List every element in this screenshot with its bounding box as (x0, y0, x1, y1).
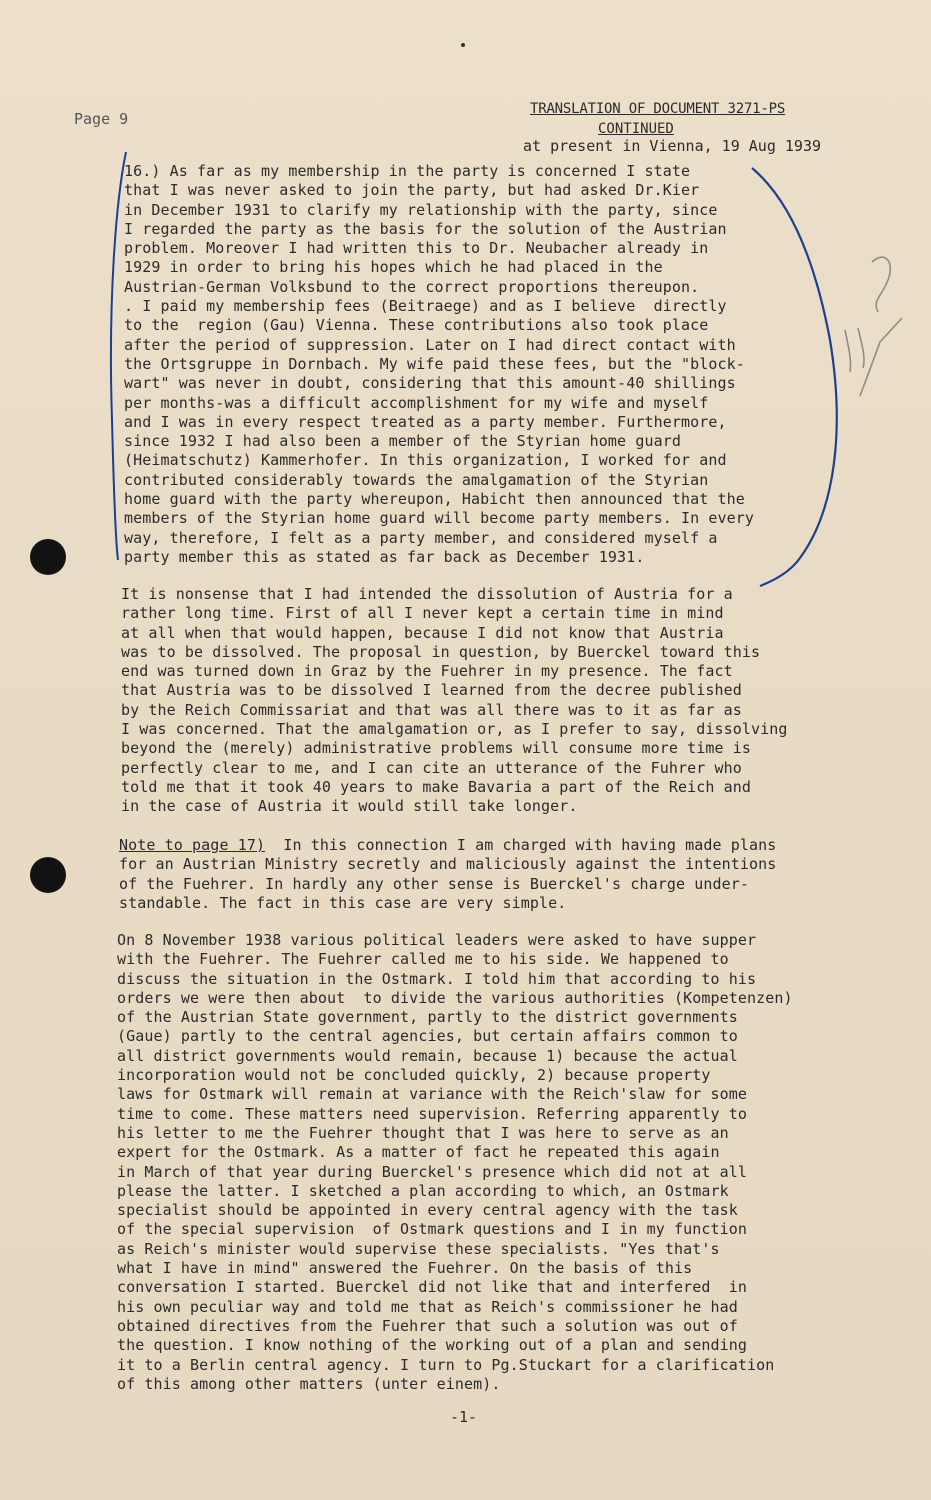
page-number: -1- (450, 1408, 478, 1426)
pencil-scribble (872, 257, 890, 312)
left-bracket-mark (111, 152, 126, 560)
pencil-check (860, 318, 902, 396)
note-reference: Note to page 17) (119, 836, 266, 854)
pencil-scribble (845, 328, 864, 372)
paragraph-supper: On 8 November 1938 various political leaders were asked to have supper with the Fuehrer. The Fuehrer called me to his side. We happened to discuss the situation in the Ostmark. I told him that according to his orders we were then about to divide the various authorities (Kompetenzen) of the Austrian State government, partly to the district governments (Gaue) partly to the central agencies, but certain affairs common to all district governments would remain, because 1) because the actual incorporation would not be concluded quickly, 2) because property laws for Ostmark will remain at variance with the Reich'slaw for some time to come. These matters need supervision. Referring apparently to his letter to me the Fuehrer thought that I was here to serve as an expert for the Ostmark. As a matter of fact he repeated this again in March of that year during Buerckel's presence which did not at all please the latter. I sketched a plan according to which, an Ostmark specialist should be appointed in every central agency with the task of the special supervision of Ostmark questions and I in my function as Reich's minister would supervise these specialists. "Yes that's what I have in mind" answered the Fuehrer. On the basis of this conversation I started. Buerckel did not like that and interfered in his own peculiar way and told me that as Reich's commissioner he had obtained directives from the Fuehrer that such a solution was out of the question. I know nothing of the working out of a plan and sending it to a Berlin central agency. I turn to Pg.Stuckart for a clarification of this among other matters (unter einem). (117, 931, 793, 1393)
paragraph-dissolution: It is nonsense that I had intended the dissolution of Austria for a rather long time. First of all I never kept a certain time in mind at all when that would happen, because I did not know that Austria was to be dissolved. The proposal in question, by Buerckel toward this end was turned down in Graz by the Fuehrer in my presence. The fact that Austria was to be dissolved I learned from the decree published by the Reich Commissariat and that was all there was to it as far as I was concerned. That the amalgamation or, as I prefer to say, dissolving beyond the (merely) administrative problems will consume more time is perfectly clear to me, and I can cite an utterance of the Fuhrer who told me that it took 40 years to make Bavaria a part of the Reich and in the case of Austria it would still take longer. (121, 585, 788, 816)
paragraph-membership: 16.) As far as my membership in the party is concerned I state that I was never asked to join the party, but had asked Dr.Kier in December 1931 to clarify my relationship with the party, since I regarded the party as the basis for the solution of the Austrian problem. Moreover I had written this to Dr. Neubacher already in 1929 in order to bring his hopes which he had placed in the Austrian-German Volksbund to the correct proportions thereupon. . I paid my membership fees (Beitraege) and as I believe directly to the region (Gau) Vienna. These contributions also took place after the period of suppression. Later on I had direct contact with the Ortsgruppe in Dornbach. My wife paid these fees, but the "block- wart" was never in doubt, considering that this amount-40 shillings per months-was a difficult accomplishment for my wife and myself and I was in every respect treated as a party member. Furthermore, since 1932 I had also been a member of the Styrian home guard (Heimatschutz) Kammerhofer. In this organization, I worked for and contributed considerably towards the amalgamation of the Styrian home guard with the party whereupon, Habicht then announced that the members of the Styrian home guard will become party members. In every way, therefore, I felt as a party member, and considered myself a party member this as stated as far back as December 1931. (124, 162, 755, 566)
location-date: at present in Vienna, 19 Aug 1939 (523, 137, 822, 155)
continued-label: CONTINUED (598, 121, 674, 137)
note-text: In this connection I am charged with having made plans for an Austrian Ministry secretly and maliciously against the intentions of the Fuehrer. In hardly any other sense is Buerckel's charge under- standable. The fact in this case are very simple. (119, 836, 777, 912)
page-label: Page 9 (74, 110, 129, 128)
document-title: TRANSLATION OF DOCUMENT 3271-PS (530, 101, 786, 117)
right-bracket-mark (752, 168, 837, 586)
